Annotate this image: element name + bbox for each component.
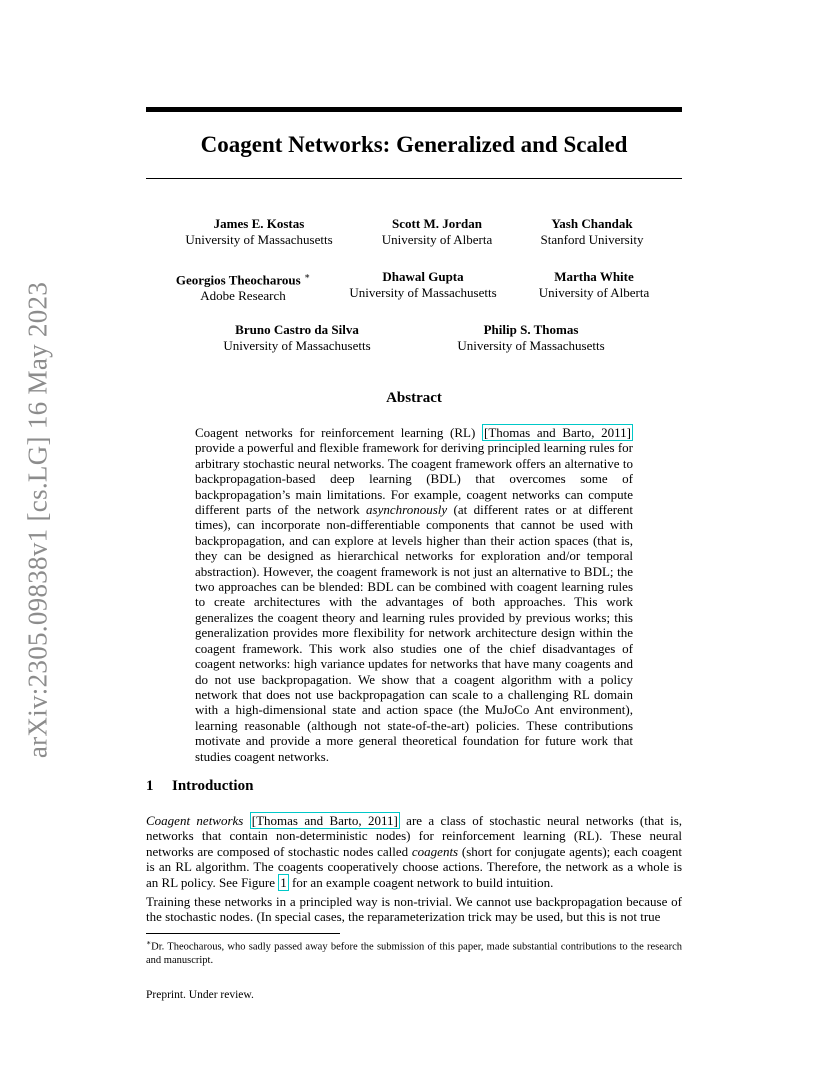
author-affiliation: University of Massachusetts bbox=[185, 231, 333, 247]
preprint-notice: Preprint. Under review. bbox=[146, 989, 254, 1001]
author-name: Bruno Castro da Silva bbox=[235, 322, 359, 337]
citation-link[interactable]: [Thomas and Barto, 2011] bbox=[484, 425, 632, 440]
footnote-mark[interactable]: ∗ bbox=[303, 271, 311, 281]
abstract-text-segment: provide a powerful and flexible framework for deriving principled learning rules for arbitrary stochastic neural networks. The coagent framework offers an alternative to backpropagation-based deep learning (BDL) that overcomes some of backpropagation’s main limitations. For example, coagent networks can compute different parts of the network bbox=[195, 440, 633, 518]
term-emphasis: Coagent networks bbox=[146, 813, 244, 828]
footnote bbox=[146, 936, 682, 968]
footnote-rule bbox=[146, 933, 340, 934]
author-block bbox=[541, 216, 644, 247]
section-title: Introduction bbox=[172, 778, 254, 794]
arxiv-identifier: arXiv:2305.09838v1 [cs.LG] 16 May 2023 bbox=[22, 281, 53, 759]
author-affiliation: University of Massachusetts bbox=[223, 337, 371, 353]
abstract-text-segment: (at different rates or at different times), can incorporate non-differentiable components that cannot be used with backpropagation, and can explore at levels higher than their action spaces (that is, they can be designed as hierarchical networks for exploration and/or temporal abstraction). However, the coagent framework is not just an alternative to BDL; the two approaches can be blended: BDL can be combined with coagent learning rules to create architectures with the advantages of both approaches. This work generalizes the coagent theory and learning rules provided by previous works; this generalization provides more flexibility for network architecture design within the coagent framework. This work also studies one of the chief disadvantages of coagent networks: high variance updates for networks that have many coagents and do not use backpropagation. We show that a coagent algorithm with a policy network that does not use backpropagation can scale to a challenging RL domain with a high-dimensional state and action space (the MuJoCo Ant environment), learning reasonable (although not state-of-the-art) policies. These contributions motivate and provide a more general theoretical foundation for future work that studies coagent networks. bbox=[195, 502, 633, 764]
title-bottom-rule bbox=[146, 178, 682, 179]
citation-link[interactable]: [Thomas and Barto, 2011] bbox=[251, 813, 398, 828]
footnote-mark: ∗ bbox=[146, 938, 152, 947]
author-name: James E. Kostas bbox=[213, 216, 305, 231]
section-heading bbox=[146, 778, 253, 795]
author-name: Georgios Theocharous bbox=[175, 272, 301, 288]
author-name: Martha White bbox=[554, 269, 634, 284]
paragraph-text: for an example coagent network to build intuition. bbox=[288, 874, 554, 890]
author-affiliation: University of Alberta bbox=[381, 231, 493, 247]
author-block bbox=[176, 269, 310, 303]
abstract-text bbox=[195, 425, 633, 764]
author-affiliation: University of Massachusetts bbox=[349, 284, 497, 300]
author-name: Yash Chandak bbox=[551, 216, 633, 231]
author-affiliation: Adobe Research bbox=[200, 287, 286, 303]
author-affiliation: Stanford University bbox=[540, 231, 644, 247]
paper-title: Coagent Networks: Generalized and Scaled bbox=[200, 132, 628, 157]
author-affiliation: University of Massachusetts bbox=[457, 337, 605, 353]
author-block bbox=[223, 322, 370, 353]
author-block bbox=[349, 269, 496, 300]
abstract-text-segment: Coagent networks for reinforcement learning (RL) bbox=[195, 425, 482, 440]
title-top-rule bbox=[146, 107, 682, 112]
author-block bbox=[457, 322, 604, 353]
author-affiliation: University of Alberta bbox=[538, 284, 650, 300]
abstract-emphasis: asynchronously bbox=[366, 502, 448, 518]
author-name: Philip S. Thomas bbox=[483, 322, 579, 337]
figure-ref-link[interactable]: 1 bbox=[280, 874, 287, 890]
author-block bbox=[539, 269, 649, 300]
author-block bbox=[382, 216, 492, 247]
paragraph-text: are a class of stochastic neural networks (that is, networks that contain non-deterministic nodes) for reinforcement learning (RL). These neural networks are composed of stochastic nodes called bbox=[146, 813, 683, 859]
term-emphasis: coagents bbox=[411, 843, 459, 859]
author-name: Dhawal Gupta bbox=[382, 269, 464, 284]
section-number: 1 bbox=[146, 778, 154, 794]
intro-paragraph: Training these networks in a principled way is non-trivial. We cannot use backpropagation because of the stochastic nodes. (In special cases, the reparameterization trick may be used, but this is not true bbox=[146, 894, 682, 925]
author-name: Scott M. Jordan bbox=[392, 216, 482, 231]
footnote-text: Dr. Theocharous, who sadly passed away before the submission of this paper, made substantial contributions to the research and manuscript. bbox=[146, 941, 682, 966]
paragraph-text: (short for conjugate agents); each coagent is an RL algorithm. The coagents cooperatively choose actions. Therefore, the network as a whole is an RL policy. See Figure bbox=[146, 843, 682, 890]
author-block bbox=[185, 216, 332, 247]
intro-paragraph bbox=[146, 813, 682, 890]
abstract-heading: Abstract bbox=[386, 390, 442, 406]
